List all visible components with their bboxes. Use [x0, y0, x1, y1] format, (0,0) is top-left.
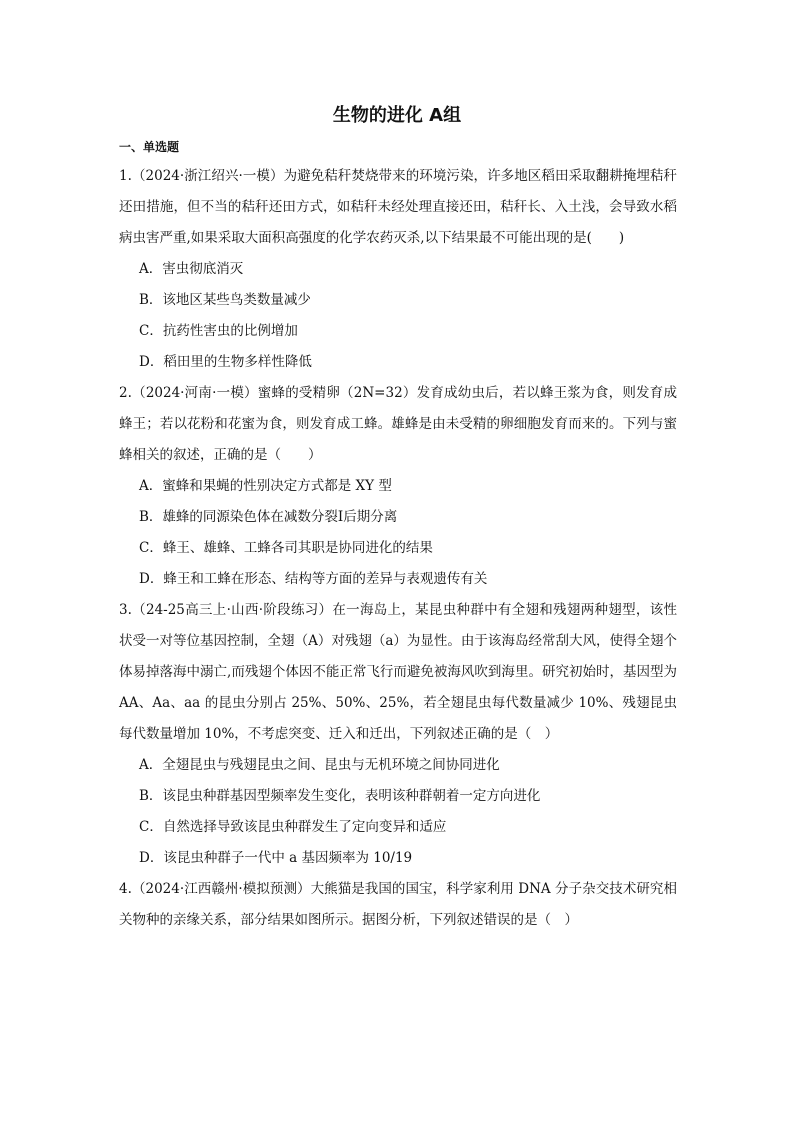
- question-2: [119, 378, 677, 595]
- option-c: C．抗药性害虫的比例增加: [139, 323, 298, 339]
- option-c: C．蜂王、雄蜂、工蜂各司其职是协同进化的结果: [139, 540, 433, 556]
- option-d: D．蜂王和工蜂在形态、结构等方面的差异与表观遗传有关: [139, 571, 488, 587]
- question-stem: 3.（24-25高三上·山西·阶段练习）在一海岛上，某昆虫种群中有全翅和残翅两种翅型，该性状受一对等位基因控制，全翅（A）对残翅（a）为显性。由于该海岛经常刮大风，使得全翅个体易掉落海中溺亡,而残翅个体因不能正常飞行而避免被海风吹到海里。研究初始时，基因型为 AA、Aa、aa 的昆虫分别占 25%、50%、25%，若全翅昆虫每代数量减少 10%、残翅昆虫每代数量增加 10%，不考虑突变、迁入和迁出，下列叙述正确的是（ ）: [119, 602, 677, 742]
- question-3: [119, 595, 677, 874]
- page-title: 生物的进化 A组: [332, 105, 462, 126]
- option-a: A．害虫彻底消灭: [139, 261, 244, 277]
- option-list: [119, 750, 677, 874]
- option-a: A．蜜蜂和果蝇的性别决定方式都是 XY 型: [139, 478, 392, 494]
- option-list: [119, 471, 677, 595]
- question-list: [119, 161, 677, 936]
- option-list: [119, 254, 677, 378]
- option-d: D．稻田里的生物多样性降低: [139, 354, 312, 370]
- option-b: B．该昆虫种群基因型频率发生变化，表明该种群朝着一定方向进化: [139, 788, 541, 804]
- question-1: [119, 161, 677, 378]
- option-d: D．该昆虫种群子一代中 a 基因频率为 10/19: [139, 850, 413, 866]
- option-a: A．全翅昆虫与残翅昆虫之间、昆虫与无机环境之间协同进化: [139, 757, 500, 773]
- option-c: C．自然选择导致该昆虫种群发生了定向变异和适应: [139, 819, 447, 835]
- option-b: B．雄蜂的同源染色体在减数分裂Ⅰ后期分离: [139, 509, 398, 525]
- question-stem: 1.（2024·浙江绍兴·一模）为避免秸秆焚烧带来的环境污染，许多地区稻田采取翻耕掩埋秸秆还田措施，但不当的秸秆还田方式，如秸秆未经处理直接还田，秸秆长、入土浅，会导致水稻病虫害严重,如果采取大面积高强度的化学农药灭杀,以下结果最不可能出现的是( ): [119, 168, 677, 246]
- question-stem: 4.（2024·江西赣州·模拟预测）大熊猫是我国的国宝，科学家利用 DNA 分子杂交技术研究相关物种的亲缘关系，部分结果如图所示。据图分析，下列叙述错误的是（ ）: [119, 881, 677, 928]
- option-b: B．该地区某些鸟类数量减少: [139, 292, 311, 308]
- question-stem: 2.（2024·河南·一模）蜜蜂的受精卵（2N=32）发育成幼虫后，若以蜂王浆为食，则发育成蜂王；若以花粉和花蜜为食，则发育成工蜂。雄蜂是由未受精的卵细胞发育而来的。下列与蜜蜂相关的叙述，正确的是（ ）: [119, 385, 677, 463]
- section-heading: 一、单选题: [119, 140, 180, 154]
- question-4: [119, 874, 677, 936]
